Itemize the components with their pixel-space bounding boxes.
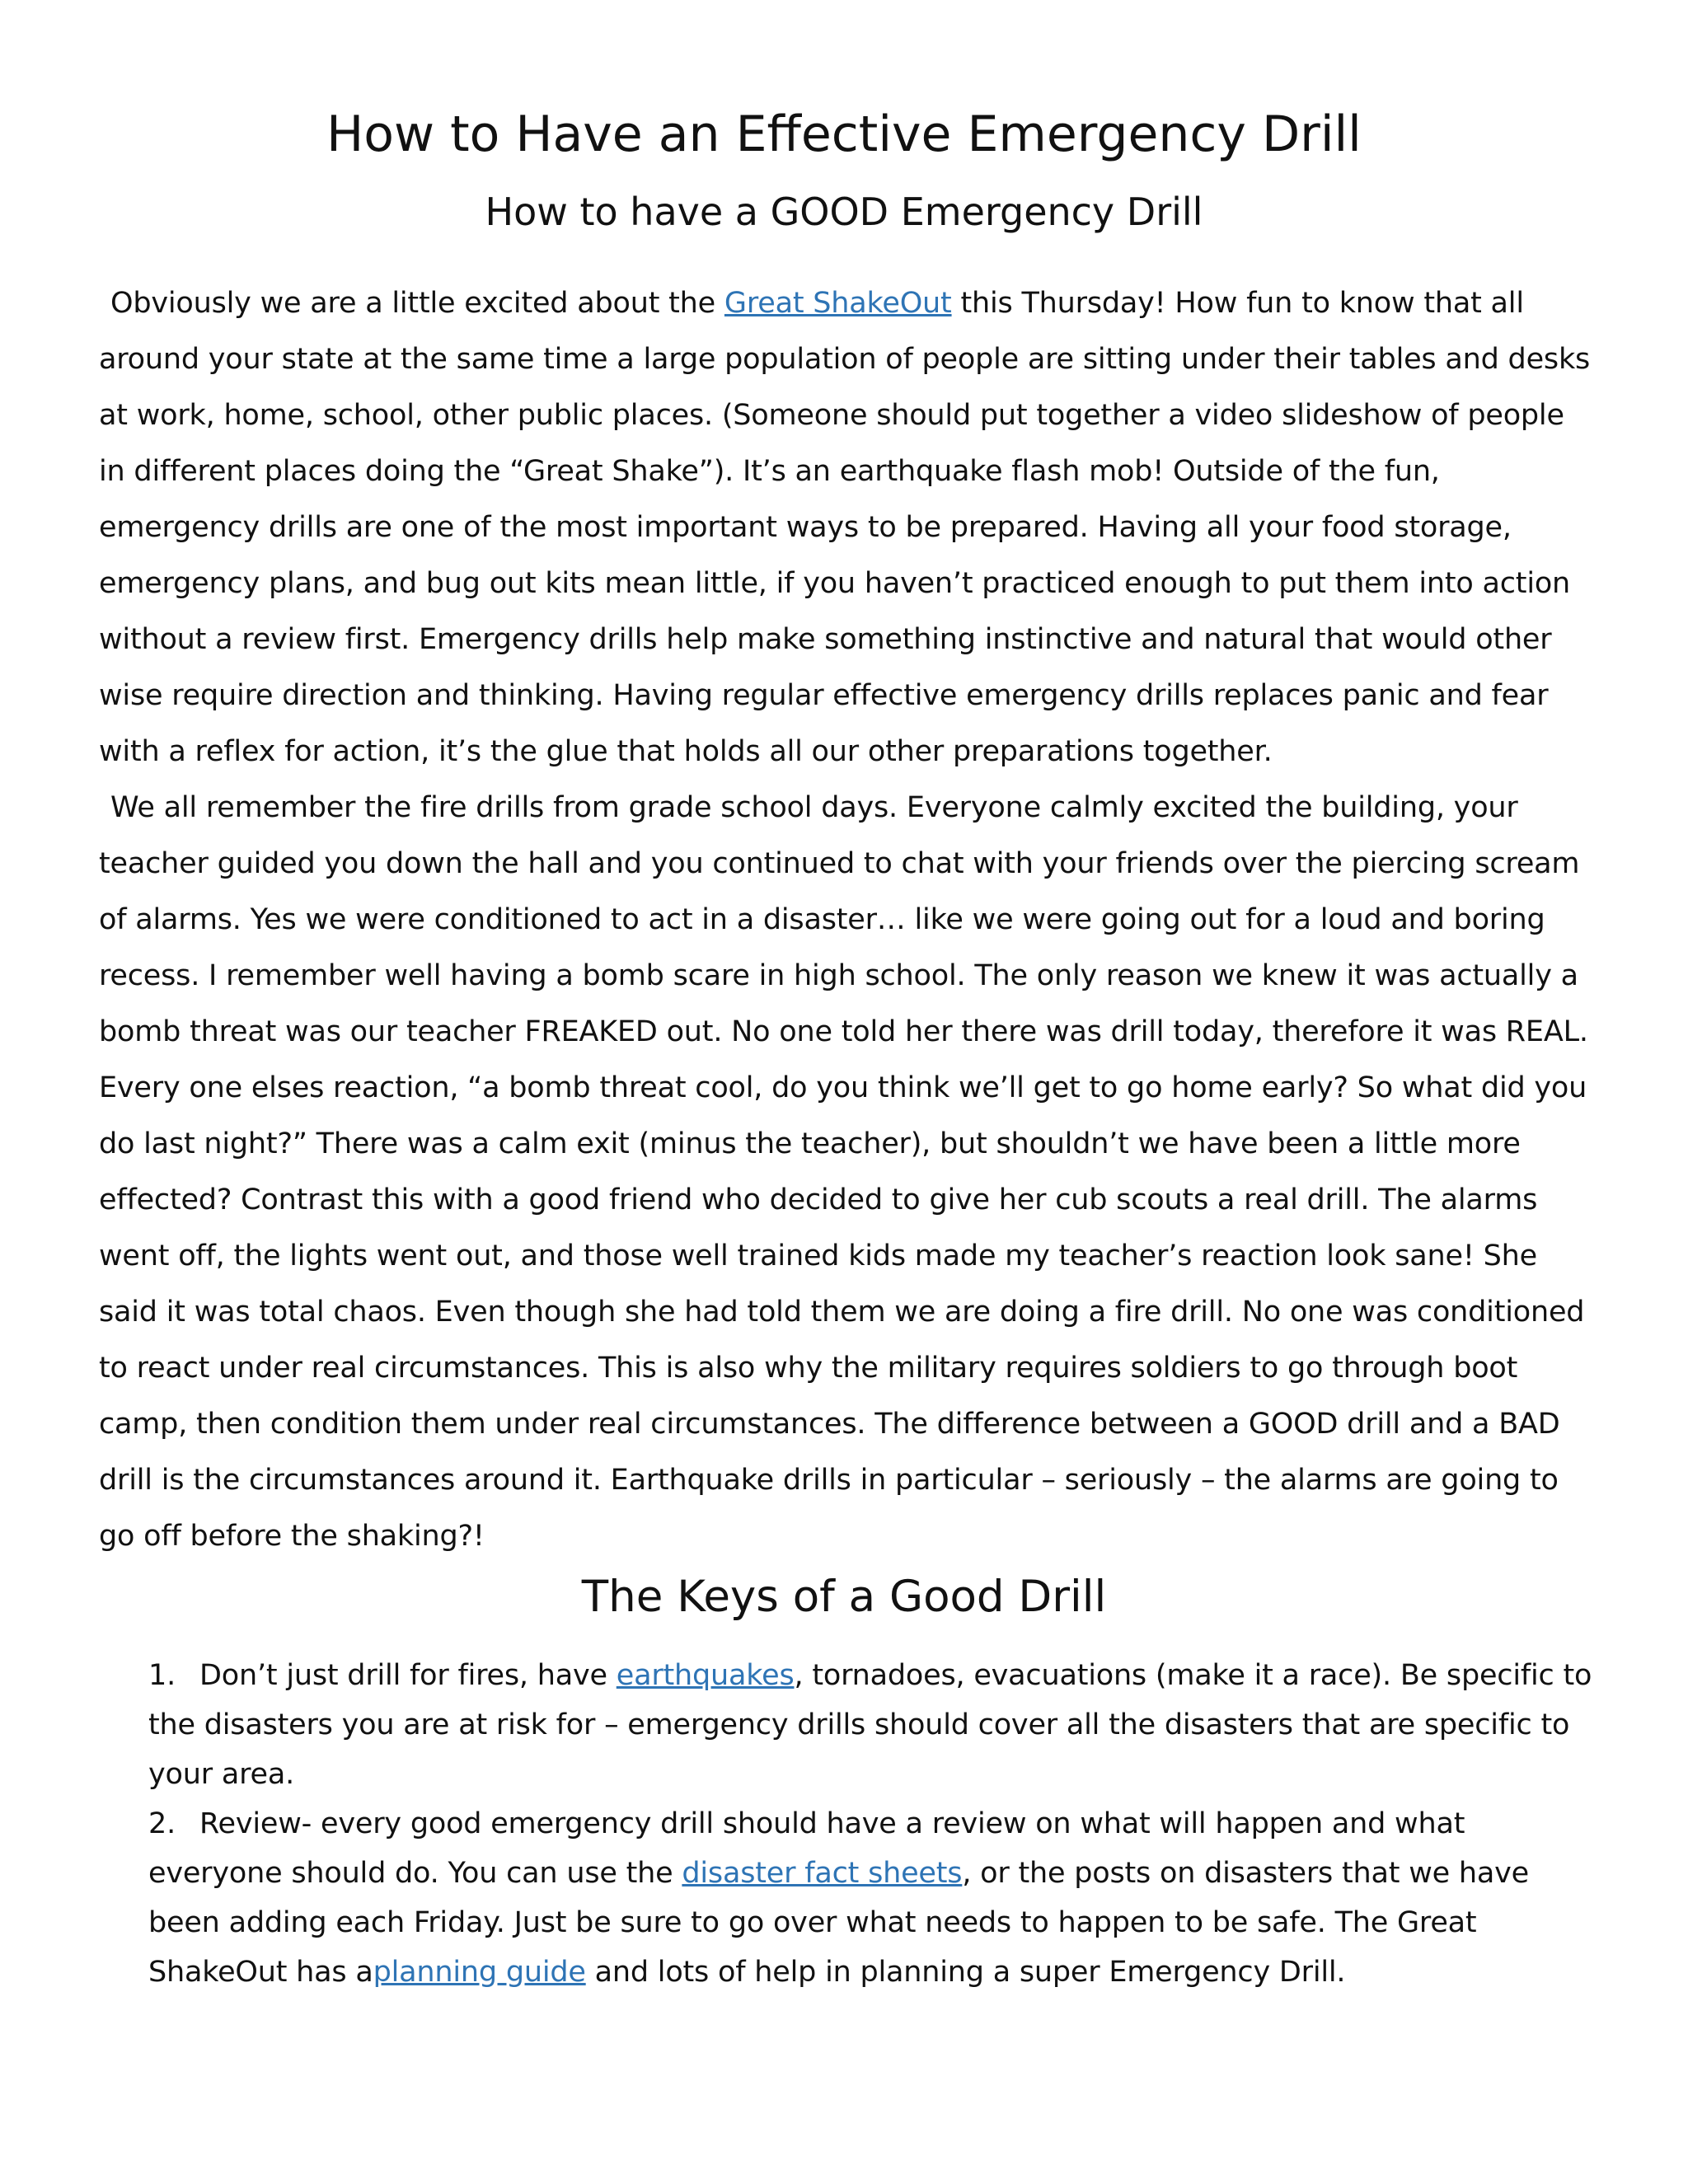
disaster-fact-sheets-link[interactable]: disaster fact sheets	[682, 1857, 963, 1890]
list-item-text: Review- every good emergency drill should have a review on what will happen and what everyone should do. You can use the	[148, 1807, 1465, 1890]
intro-text-after-link: this Thursday! How fun to know that all around your state at the same time a large population of people are sitting under their tables and desks at work, home, school, other public places. (Someone should put together a video slideshow of people in different places doing the “Great Shake”). It’s an earthquake flash mob! Outside of the fun, emergency drills are one of the most important ways to be prepared. Having all your food storage, emergency plans, and bug out kits mean little, if you haven’t practiced enough to put them into action without a review first. Emergency drills help make something instinctive and natural that would other wise require direction and thinking. Having regular effective emergency drills replaces panic and fear with a reflex for action, it’s the glue that holds all our other preparations together.	[99, 287, 1591, 768]
list-item-text-continued: , tornadoes, evacuations (make it a race). Be specific to the disasters you are at risk for – emergency drills should cover all the disasters that are specific to your area.	[148, 1659, 1592, 1791]
intro-text-before-link: Obviously we are a little excited about the	[110, 287, 724, 320]
page-subtitle: How to have a GOOD Emergency Drill	[485, 190, 1203, 234]
keys-list	[148, 1651, 1599, 1997]
list-item-text: Don’t just drill for fires, have	[199, 1659, 617, 1692]
list-item-text-end: and lots of help in planning a super Emergency Drill.	[585, 1956, 1346, 1989]
list-item-number: 2.	[148, 1807, 176, 1840]
keys-section-heading: The Keys of a Good Drill	[581, 1572, 1107, 1622]
page-title: How to Have an Effective Emergency Drill	[326, 105, 1362, 163]
list-item	[148, 1651, 1599, 1799]
list-item-text-continued: , or the posts on disasters that we have been adding each Friday. Just be sure to go over what needs to happen to be safe. The Great ShakeOut has a	[148, 1857, 1529, 1989]
earthquakes-link[interactable]: earthquakes	[616, 1659, 795, 1692]
fire-drill-paragraph: We all remember the fire drills from grade school days. Everyone calmly excited the building, your teacher guided you down the hall and you continued to chat with your friends over the piercing scream of alarms. Yes we were conditioned to act in a disaster… like we were going out for a loud and boring recess. I remember well having a bomb scare in high school. The only reason we knew it was actually a bomb threat was our teacher FREAKED out. No one told her there was drill today, therefore it was REAL. Every one elses reaction, “a bomb threat cool, do you think we’ll get to go home early? So what did you do last night?” There was a calm exit (minus the teacher), but shouldn’t we have been a little more effected? Contrast this with a good friend who decided to give her cub scouts a real drill. The alarms went off, the lights went out, and those well trained kids made my teacher’s reaction look sane! She said it was total chaos. Even though she had told them we are doing a fire drill. No one was conditioned to react under real circumstances. This is also why the military requires soldiers to go through boot camp, then condition them under real circumstances. The difference between a GOOD drill and a BAD drill is the circumstances around it. Earthquake drills in particular – seriously – the alarms are going to go off before the shaking?!	[99, 791, 1588, 1553]
great-shakeout-link[interactable]: Great ShakeOut	[724, 287, 952, 320]
intro-paragraph	[99, 275, 1595, 780]
article-body	[99, 275, 1595, 1564]
list-item	[148, 1799, 1599, 1997]
list-item-number: 1.	[148, 1659, 176, 1692]
planning-guide-link[interactable]: planning guide	[373, 1956, 586, 1989]
